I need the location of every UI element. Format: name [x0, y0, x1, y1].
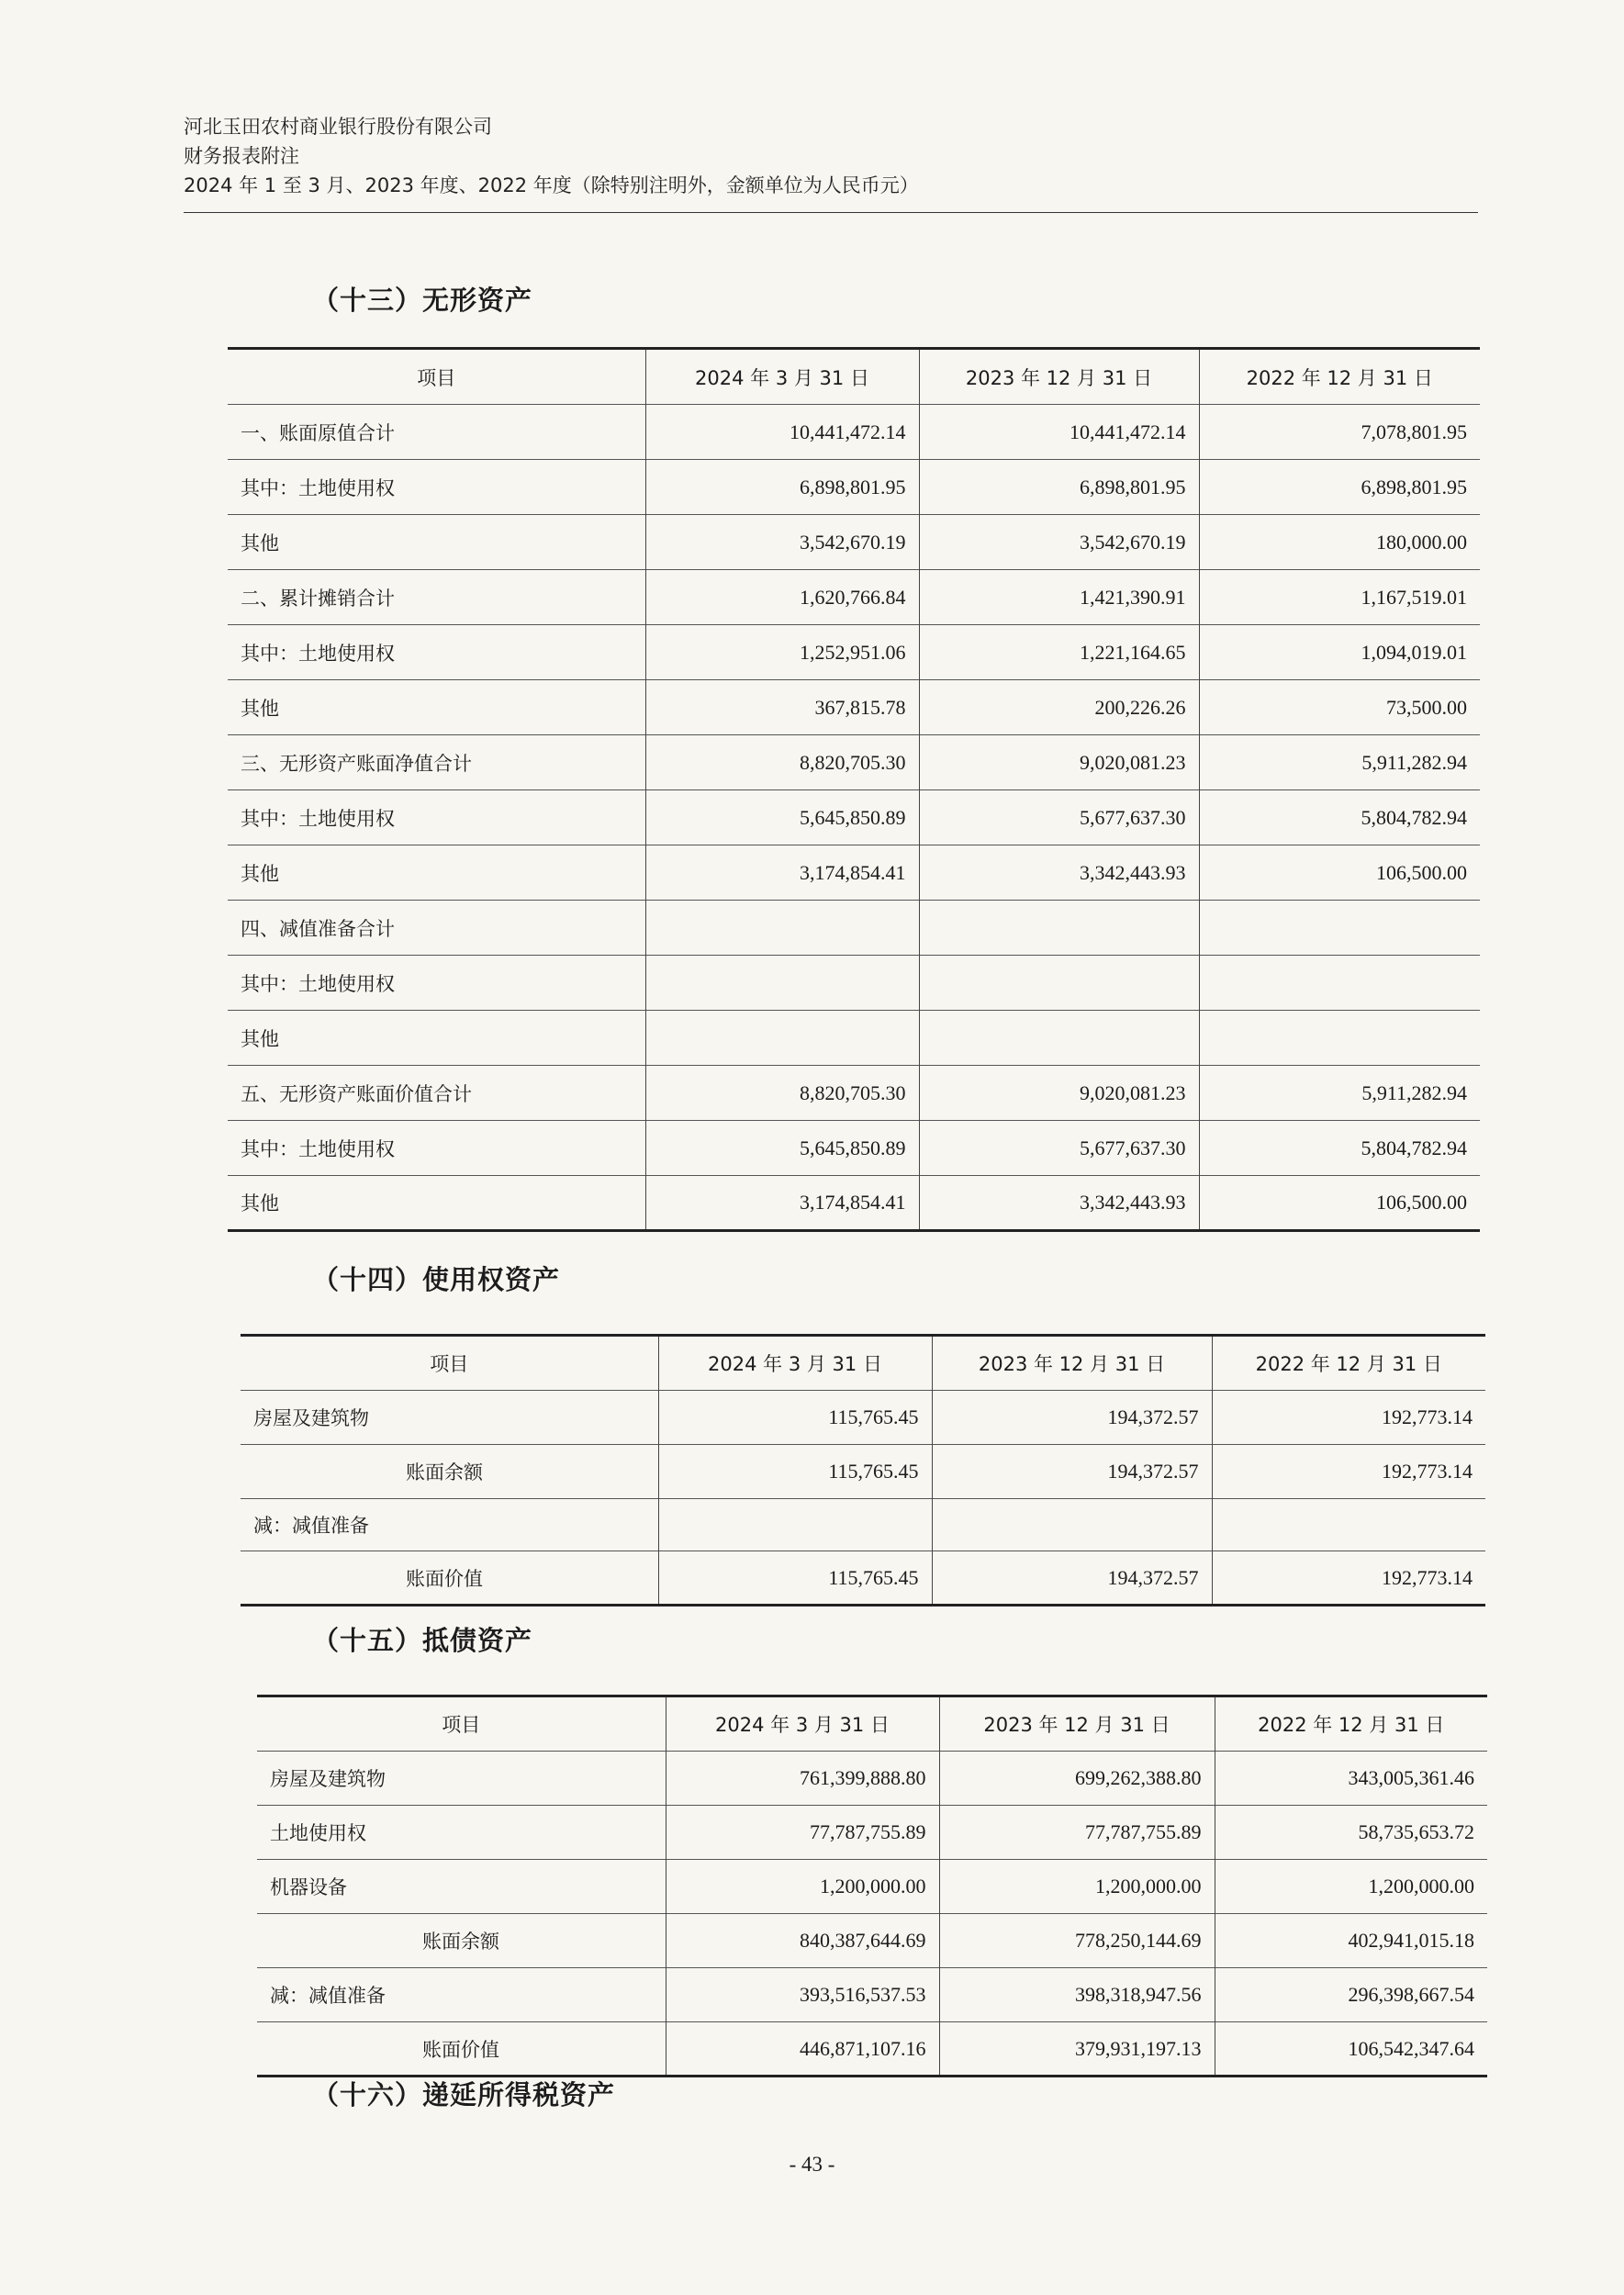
table-row: [228, 845, 1480, 901]
row-label: 三、无形资产账面净值合计: [241, 752, 472, 775]
cell-value: 5,645,850.89: [645, 790, 919, 845]
cell-value: 446,871,107.16: [666, 2022, 939, 2077]
cell-value: 192,773.14: [1212, 1551, 1485, 1606]
column-header-2022-12-31: 2022 年 12 月 31 日: [1212, 1336, 1485, 1391]
cell-value: 8,820,705.30: [645, 735, 919, 790]
row-label: 其他: [241, 697, 279, 720]
cell-value: 3,542,670.19: [645, 515, 919, 570]
table-row: [228, 956, 1480, 1011]
table-row: [228, 625, 1480, 680]
cell-value: 1,200,000.00: [939, 1860, 1215, 1914]
section-title-deferred-tax-assets: （十六）递延所得税资产: [312, 2079, 616, 2110]
cell-value: 393,516,537.53: [666, 1968, 939, 2022]
row-label: 其中：土地使用权: [241, 642, 395, 665]
cell-value: 5,911,282.94: [1199, 1066, 1480, 1121]
cell-value: 1,167,519.01: [1199, 570, 1480, 625]
table-row: [228, 515, 1480, 570]
section-title-intangible-assets: （十三）无形资产: [312, 285, 533, 316]
table-header-row: [241, 1336, 1485, 1391]
row-label: 二、累计摊销合计: [241, 587, 395, 610]
row-label: 其中：土地使用权: [241, 807, 395, 830]
row-label: 减：减值准备: [253, 1515, 369, 1537]
cell-value: 77,787,755.89: [666, 1806, 939, 1860]
cell-value: 194,372.57: [932, 1551, 1212, 1606]
table-header-row: [257, 1696, 1487, 1752]
document-name: 财务报表附注: [184, 145, 299, 167]
column-header-2023-12-31: 2023 年 12 月 31 日: [939, 1696, 1215, 1752]
cell-value: 778,250,144.69: [939, 1914, 1215, 1968]
page-number: - 43 -: [789, 2153, 835, 2176]
cell-value: 180,000.00: [1199, 515, 1480, 570]
row-label: 房屋及建筑物: [270, 1768, 386, 1790]
cell-value: 379,931,197.13: [939, 2022, 1215, 2077]
table-row: [241, 1499, 1485, 1551]
table-row: [241, 1445, 1485, 1499]
table-header-row: [228, 349, 1480, 405]
cell-value: 5,804,782.94: [1199, 790, 1480, 845]
cell-value: 398,318,947.56: [939, 1968, 1215, 2022]
row-label: 其中：土地使用权: [241, 1137, 395, 1160]
column-header-item: 项目: [417, 366, 456, 389]
row-label: 其他: [241, 862, 279, 885]
cell-value: 5,911,282.94: [1199, 735, 1480, 790]
cell-value: 106,500.00: [1199, 1176, 1480, 1231]
table-row: [241, 1391, 1485, 1445]
reporting-period: 2024 年 1 至 3 月、2023 年度、2022 年度（除特别注明外，金额单位为人民币元）: [184, 174, 919, 196]
cell-value: 5,677,637.30: [919, 1121, 1199, 1176]
cell-value: 200,226.26: [919, 680, 1199, 735]
cell-value: 296,398,667.54: [1215, 1968, 1487, 2022]
cell-value: 1,221,164.65: [919, 625, 1199, 680]
table-row: [257, 2022, 1487, 2077]
cell-value: 194,372.57: [932, 1445, 1212, 1499]
table-row: [228, 405, 1480, 460]
cell-value: [919, 901, 1199, 956]
foreclosed-assets-table: [257, 1695, 1487, 2077]
row-label: 其中：土地使用权: [241, 972, 395, 995]
cell-value: 58,735,653.72: [1215, 1806, 1487, 1860]
cell-value: 1,200,000.00: [666, 1860, 939, 1914]
table-row: [228, 1121, 1480, 1176]
cell-value: 699,262,388.80: [939, 1752, 1215, 1806]
row-label: 土地使用权: [270, 1822, 366, 1844]
cell-value: 106,542,347.64: [1215, 2022, 1487, 2077]
table-row: [228, 901, 1480, 956]
cell-value: 1,421,390.91: [919, 570, 1199, 625]
table-row: [228, 1011, 1480, 1066]
row-label: 机器设备: [270, 1876, 347, 1898]
table-row: [241, 1551, 1485, 1606]
row-label: 其中：土地使用权: [241, 476, 395, 499]
row-label: 一、账面原值合计: [241, 421, 395, 444]
cell-value: 6,898,801.95: [919, 460, 1199, 515]
cell-value: [1199, 1011, 1480, 1066]
cell-value: [645, 901, 919, 956]
cell-value: 3,542,670.19: [919, 515, 1199, 570]
table-row: [228, 790, 1480, 845]
table-row: [228, 1066, 1480, 1121]
cell-value: 5,645,850.89: [645, 1121, 919, 1176]
table-row: [228, 1176, 1480, 1231]
row-label: 账面余额: [422, 1931, 499, 1953]
table-row: [257, 1860, 1487, 1914]
cell-value: 6,898,801.95: [645, 460, 919, 515]
row-label: 四、减值准备合计: [241, 917, 395, 940]
column-header-2023-12-31: 2023 年 12 月 31 日: [919, 349, 1199, 405]
row-label: 五、无形资产账面价值合计: [241, 1082, 472, 1105]
column-header-2024-03-31: 2024 年 3 月 31 日: [658, 1336, 932, 1391]
cell-value: 5,804,782.94: [1199, 1121, 1480, 1176]
section-title-foreclosed-assets: （十五）抵债资产: [312, 1625, 533, 1656]
cell-value: [919, 956, 1199, 1011]
table-row: [257, 1806, 1487, 1860]
table-row: [228, 735, 1480, 790]
cell-value: 73,500.00: [1199, 680, 1480, 735]
cell-value: 10,441,472.14: [919, 405, 1199, 460]
column-header-item: 项目: [430, 1353, 469, 1375]
row-label: 其他: [241, 1192, 279, 1215]
cell-value: 367,815.78: [645, 680, 919, 735]
table-row: [257, 1968, 1487, 2022]
column-header-2024-03-31: 2024 年 3 月 31 日: [666, 1696, 939, 1752]
cell-value: 106,500.00: [1199, 845, 1480, 901]
cell-value: [1199, 901, 1480, 956]
cell-value: [1199, 956, 1480, 1011]
cell-value: 8,820,705.30: [645, 1066, 919, 1121]
cell-value: 402,941,015.18: [1215, 1914, 1487, 1968]
cell-value: [645, 956, 919, 1011]
column-header-2022-12-31: 2022 年 12 月 31 日: [1215, 1696, 1487, 1752]
intangible-assets-table: [228, 347, 1480, 1232]
table-row: [228, 680, 1480, 735]
row-label: 房屋及建筑物: [253, 1407, 369, 1429]
cell-value: 10,441,472.14: [645, 405, 919, 460]
column-header-2022-12-31: 2022 年 12 月 31 日: [1199, 349, 1480, 405]
cell-value: 3,174,854.41: [645, 1176, 919, 1231]
cell-value: [932, 1499, 1212, 1551]
column-header-2024-03-31: 2024 年 3 月 31 日: [645, 349, 919, 405]
cell-value: 192,773.14: [1212, 1391, 1485, 1445]
cell-value: [919, 1011, 1199, 1066]
header-rule: [184, 212, 1478, 213]
table-row: [257, 1914, 1487, 1968]
right-of-use-assets-table: [241, 1334, 1485, 1606]
cell-value: 3,342,443.93: [919, 845, 1199, 901]
cell-value: 6,898,801.95: [1199, 460, 1480, 515]
cell-value: 761,399,888.80: [666, 1752, 939, 1806]
cell-value: 3,342,443.93: [919, 1176, 1199, 1231]
cell-value: 840,387,644.69: [666, 1914, 939, 1968]
table-row: [228, 460, 1480, 515]
cell-value: 343,005,361.46: [1215, 1752, 1487, 1806]
cell-value: 9,020,081.23: [919, 1066, 1199, 1121]
cell-value: 115,765.45: [658, 1551, 932, 1606]
page-header: [184, 112, 1478, 200]
column-header-item: 项目: [442, 1714, 481, 1736]
table-row: [228, 570, 1480, 625]
cell-value: 192,773.14: [1212, 1445, 1485, 1499]
row-label: 减：减值准备: [270, 1985, 386, 2007]
cell-value: 3,174,854.41: [645, 845, 919, 901]
cell-value: 1,620,766.84: [645, 570, 919, 625]
cell-value: 9,020,081.23: [919, 735, 1199, 790]
cell-value: 7,078,801.95: [1199, 405, 1480, 460]
cell-value: 1,200,000.00: [1215, 1860, 1487, 1914]
cell-value: 1,252,951.06: [645, 625, 919, 680]
column-header-2023-12-31: 2023 年 12 月 31 日: [932, 1336, 1212, 1391]
table-row: [257, 1752, 1487, 1806]
cell-value: [1212, 1499, 1485, 1551]
cell-value: [658, 1499, 932, 1551]
cell-value: 115,765.45: [658, 1391, 932, 1445]
cell-value: 77,787,755.89: [939, 1806, 1215, 1860]
row-label: 账面价值: [406, 1567, 483, 1590]
section-title-right-of-use-assets: （十四）使用权资产: [312, 1264, 561, 1295]
row-label: 其他: [241, 1027, 279, 1050]
cell-value: 1,094,019.01: [1199, 625, 1480, 680]
cell-value: [645, 1011, 919, 1066]
cell-value: 5,677,637.30: [919, 790, 1199, 845]
cell-value: 115,765.45: [658, 1445, 932, 1499]
row-label: 其他: [241, 532, 279, 554]
row-label: 账面余额: [406, 1461, 483, 1483]
cell-value: 194,372.57: [932, 1391, 1212, 1445]
company-name: 河北玉田农村商业银行股份有限公司: [184, 116, 492, 138]
row-label: 账面价值: [422, 2038, 499, 2061]
